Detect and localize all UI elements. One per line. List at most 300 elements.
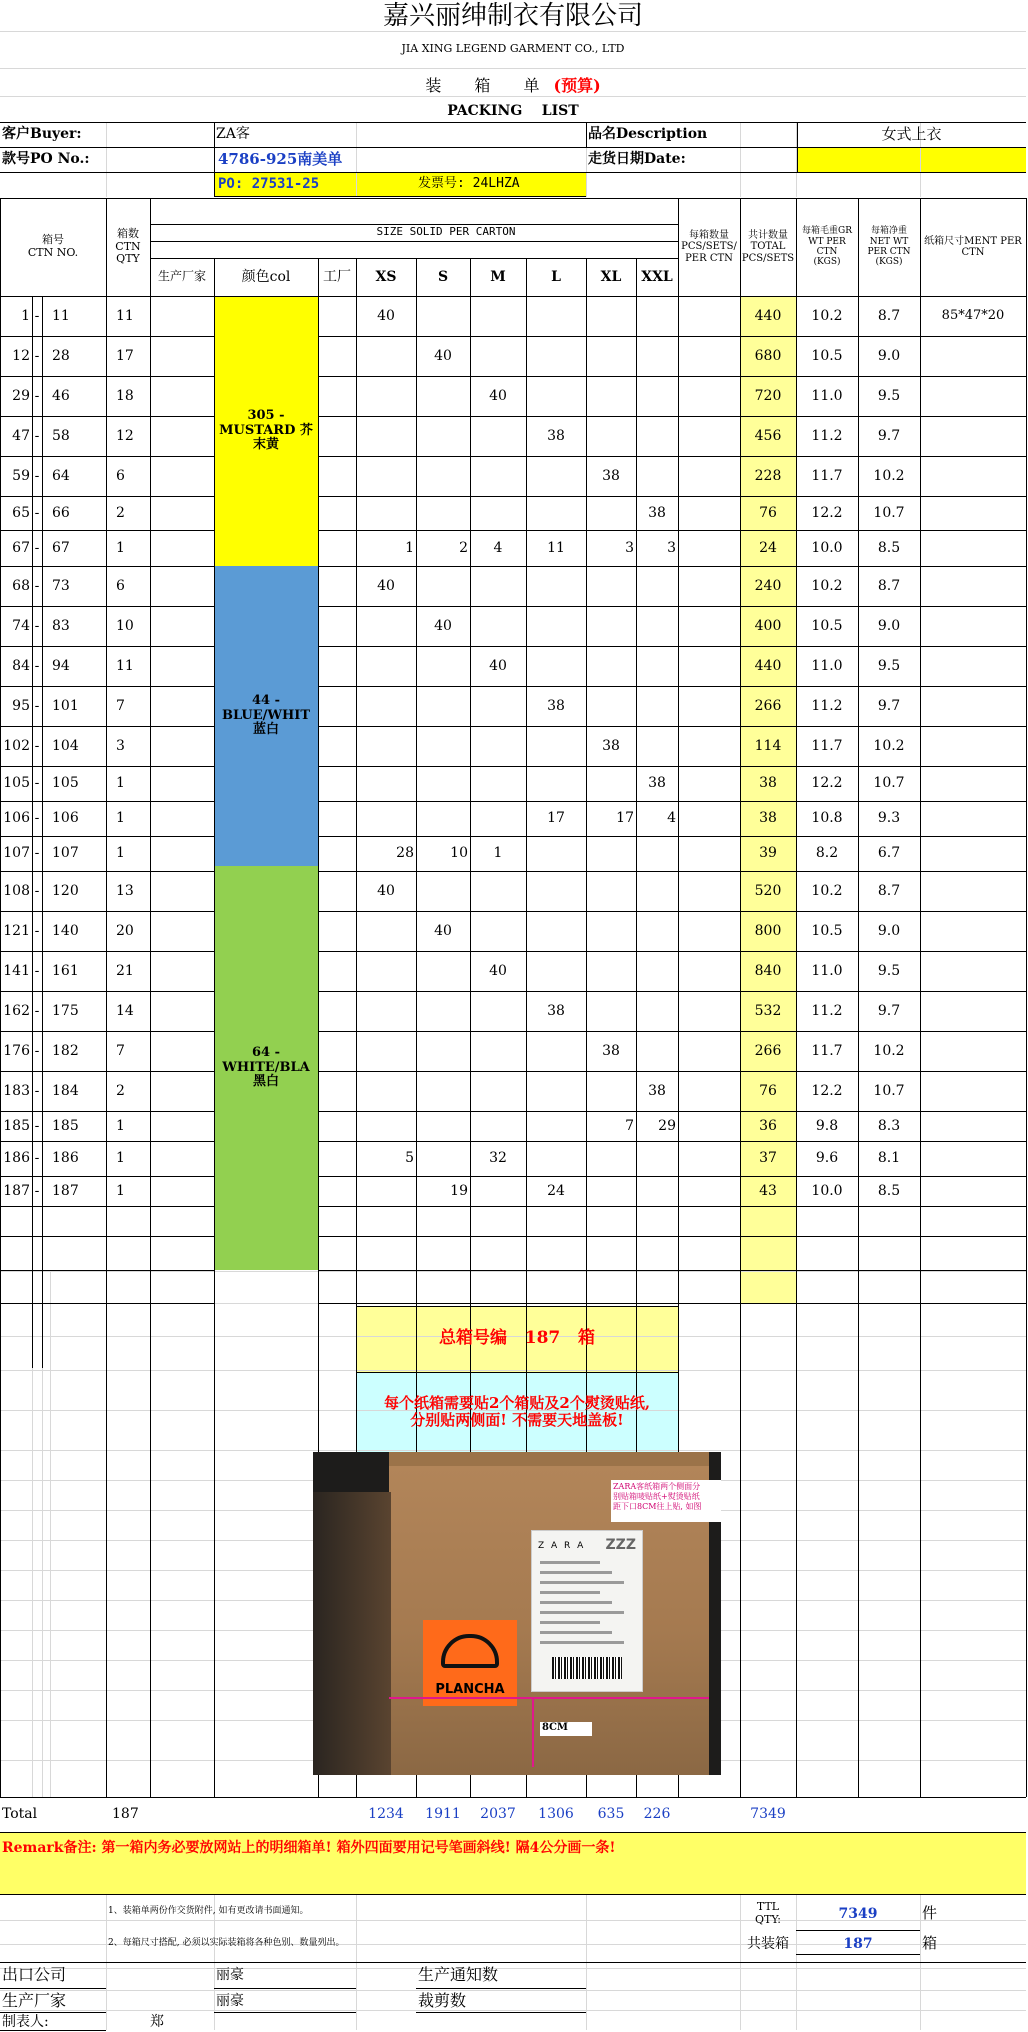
ctn-from: 74 [12,617,30,634]
measurement [920,951,1026,991]
size-qty-m [470,416,524,456]
ctn-qty: 10 [116,617,134,634]
size-qty-m [470,766,524,801]
measurement [920,871,1026,911]
size-qty-xl [586,1071,634,1111]
ctn-to: 94 [52,657,70,674]
ctn-to: 66 [52,504,70,521]
grid-line [0,68,1026,69]
gross-weight: 9.6 [815,1150,839,1167]
net-weight: 9.7 [877,1002,901,1019]
company-name-cn: 嘉兴丽绅制衣有限公司 [382,1,643,32]
measurement [920,1031,1026,1071]
measurement [920,991,1026,1031]
ctn-dash: - [34,882,40,899]
sticker-text: PLANCHA [435,1682,505,1697]
size-qty-xl [586,296,634,336]
measurement [920,726,1026,766]
size-qty-xxl [636,686,676,726]
size-qty-xs: 40 [377,307,395,324]
size-qty-s [416,416,468,456]
gross-weight: 12.2 [811,775,843,792]
ttl-qty-value: 7349 [838,1905,878,1922]
ctn-qty: 1 [116,1182,125,1199]
size-qty-l: 38 [547,697,565,714]
ctn-qty: 1 [116,539,125,556]
size-qty-xs: 40 [377,882,395,899]
ctn-to: 104 [52,737,79,754]
cut-quantity-label: 裁剪数 [418,1990,467,2010]
total-pcs: 37 [759,1150,777,1167]
border-line [1026,198,1027,1797]
size-qty-xl: 3 [625,539,634,556]
size-qty-s [416,1031,468,1071]
size-qty-l: 24 [547,1182,565,1199]
size-qty-m: 40 [489,387,507,404]
measurement [920,336,1026,376]
label-text-line [540,1591,600,1594]
size-qty-xs [356,376,414,416]
ctn-qty: 12 [116,427,134,444]
carton-notice: 每个纸箱需要贴2个箱贴及2个熨烫贴纸, 分别贴两侧面! 不需要天地盖板! [383,1393,651,1429]
shipping-label [531,1530,643,1692]
gross-weight: 10.2 [811,882,843,899]
ctn-qty: 17 [116,347,134,364]
gross-weight: 11.2 [811,427,843,444]
net-weight: 9.3 [877,810,901,827]
measurement [920,566,1026,606]
ctn-total-label: 共装箱 [747,1935,789,1952]
header-total-pcs: 共计数量 TOTAL PCS/SETS [741,229,795,264]
total-pcs: 800 [754,922,782,939]
total-pcs: 39 [759,845,777,862]
net-weight: 9.5 [877,387,901,404]
border-line [150,241,678,242]
ctn-qty: 1 [116,1117,125,1134]
buyer-label: 客户Buyer: [2,126,82,143]
border-line [318,1303,1026,1304]
net-weight: 9.0 [877,617,901,634]
header-size-s: S [437,268,449,285]
size-qty-l: 38 [547,1002,565,1019]
size-qty-xs [356,1176,414,1206]
size-qty-xs [356,1071,414,1111]
size-qty-s [416,686,468,726]
size-qty-m [470,456,524,496]
ctn-dash: - [34,1182,40,1199]
ctn-from: 59 [12,467,30,484]
size-qty-xl [586,416,634,456]
size-qty-m [470,1111,524,1141]
total-pcs: 720 [754,387,782,404]
measurement [920,1111,1026,1141]
size-qty-m [470,911,524,951]
measurement [920,530,1026,566]
size-qty-s [416,566,468,606]
ctn-to: 161 [52,962,79,979]
measurement [920,686,1026,726]
size-qty-m [470,991,524,1031]
ctn-dash: - [34,1042,40,1059]
size-qty-l: 17 [547,810,565,827]
net-weight: 10.2 [873,737,905,754]
size-qty-xxl [636,456,676,496]
ctn-dash: - [34,1002,40,1019]
header-size-xxl: XXL [641,268,673,285]
ctn-from: 65 [12,504,30,521]
measurement [920,646,1026,686]
measurement [920,1141,1026,1176]
size-qty-m [470,686,524,726]
remark: Remark备注: 第一箱内务必要放网站上的明细箱单! 箱外四面要用记号笔画斜线! 隔4公分画一条! [2,1839,616,1856]
plancha-sticker [423,1620,517,1706]
header-factory: 生产厂家 [157,269,206,284]
photo-note: ZARA客纸箱两个侧面分 别贴箱唛贴纸+熨烫贴纸 距下口8CM往上贴, 如图 [611,1480,721,1522]
maker-value: 丽豪 [216,1992,244,2009]
label-text-line [540,1631,612,1634]
title-en: PACKING LIST [447,102,579,119]
ctn-qty: 20 [116,922,134,939]
size-qty-xl: 7 [625,1117,634,1134]
size-qty-xxl: 38 [648,1082,666,1099]
header-size-solid: SIZE SOLID PER CARTON [376,225,516,239]
ctn-qty: 13 [116,882,134,899]
total-pcs: 440 [754,657,782,674]
date-highlight [797,147,1026,172]
size-qty-xs [356,336,414,376]
total-pcs: 240 [754,577,782,594]
net-weight: 8.1 [877,1150,901,1167]
size-qty-s [416,456,468,496]
measure-line [389,1697,709,1699]
size-qty-xs [356,801,414,836]
total-pcs: 38 [759,775,777,792]
measurement [920,911,1026,951]
gross-weight: 8.2 [815,845,839,862]
total-pcs: 76 [759,504,777,521]
ctn-dash: - [34,387,40,404]
size-qty-xxl: 29 [658,1117,676,1134]
ctn-to: 46 [52,387,70,404]
size-qty-xl [586,951,634,991]
ctn-dash: - [34,347,40,364]
header-gross-weight: 每箱毛重GR WT PER CTN (KGS) [802,226,852,268]
size-qty-s: 10 [450,845,468,862]
ctn-to: 58 [52,427,70,444]
size-qty-xxl [636,991,676,1031]
size-qty-l [526,566,584,606]
title-budget: (预算) [553,75,601,95]
size-qty-l [526,376,584,416]
ttl-qty-unit: 件 [922,1904,938,1923]
size-qty-xl [586,1176,634,1206]
size-qty-s: 40 [434,617,452,634]
ctn-from: 95 [12,697,30,714]
border-line [796,1954,920,1955]
size-qty-xl [586,336,634,376]
size-qty-l [526,1141,584,1176]
size-qty-s [416,1111,468,1141]
ctn-to: 106 [52,810,79,827]
gross-weight: 12.2 [811,1082,843,1099]
ctn-qty: 1 [116,775,125,792]
carton-left-side [313,1492,391,1775]
size-qty-m [470,296,524,336]
size-qty-xs [356,416,414,456]
measurement [920,376,1026,416]
company-name-en: JIA XING LEGEND GARMENT CO., LTD [401,41,625,55]
export-company-value: 丽豪 [216,1966,244,1983]
size-qty-xl [586,686,634,726]
size-qty-xxl [636,376,676,416]
size-qty-m [470,336,524,376]
net-weight: 9.5 [877,962,901,979]
ctn-qty: 3 [116,737,125,754]
ctn-to: 105 [52,775,79,792]
measurement: 85*47*20 [941,307,1005,323]
size-qty-s: 19 [450,1182,468,1199]
measurement [920,1071,1026,1111]
ctn-dash: - [34,775,40,792]
ctn-dash: - [34,657,40,674]
size-qty-l: 38 [547,427,565,444]
border-line [214,122,215,196]
header-ctn-no: 箱号 CTN NO. [27,233,79,259]
size-qty-s [416,951,468,991]
net-weight: 9.5 [877,657,901,674]
ctn-from: 12 [12,347,30,364]
ctn-dash: - [34,962,40,979]
size-qty-m: 4 [493,539,503,556]
header-size-xs: XS [375,268,397,285]
size-qty-xxl [636,951,676,991]
total-pcs: 440 [754,307,782,324]
ctn-from: 84 [12,657,30,674]
ttl-qty-label: TTL QTY: [755,1900,781,1926]
net-weight: 10.7 [873,775,905,792]
border-line [214,196,586,197]
ctn-qty: 7 [116,697,125,714]
ctn-from: 1 [21,307,30,324]
measurement [920,416,1026,456]
total-pcs: 680 [754,347,782,364]
size-qty-l [526,871,584,911]
measurement [920,836,1026,871]
size-qty-xxl [636,836,676,871]
ctn-qty: 14 [116,1002,134,1019]
description-label: 品名Description [588,126,708,143]
size-qty-xl [586,496,634,530]
ctn-qty: 6 [116,467,125,484]
size-qty-xl [586,646,634,686]
size-qty-l [526,606,584,646]
total-pcs: 266 [754,697,782,714]
ctn-qty: 1 [116,810,125,827]
ctn-qty: 1 [116,1150,125,1167]
size-qty-m [470,606,524,646]
ctn-from: 105 [3,775,30,792]
ctn-to: 107 [52,845,79,862]
header-pcs-per-ctn: 每箱数量 PCS/SETS/ PER CTN [681,229,737,264]
size-qty-xs [356,1031,414,1071]
total-pcs: 520 [754,882,782,899]
carton-photo [313,1452,721,1775]
size-qty-s [416,496,468,530]
net-weight: 8.7 [877,577,901,594]
size-qty-xxl: 4 [667,810,676,827]
document-title [0,74,1026,98]
size-qty-m: 40 [489,657,507,674]
total-pcs: 840 [754,962,782,979]
ctn-qty: 2 [116,1082,125,1099]
size-qty-xs [356,496,414,530]
ctn-qty: 6 [116,577,125,594]
gross-weight: 11.2 [811,697,843,714]
size-qty-s: 2 [459,539,468,556]
border-line [318,1206,1026,1207]
size-qty-m [470,496,524,530]
measure-arrow [532,1697,534,1767]
size-qty-xl [586,606,634,646]
ctn-from: 106 [3,810,30,827]
size-qty-xl [586,376,634,416]
size-qty-s [416,766,468,801]
ctn-qty: 21 [116,962,134,979]
grid-line [0,1271,1026,1272]
total-pcs: 43 [759,1182,777,1199]
size-qty-m [470,566,524,606]
ctn-qty: 7 [116,1042,125,1059]
size-qty-s [416,376,468,416]
ctn-qty: 18 [116,387,134,404]
description-value: 女式上衣 [881,124,942,143]
ctn-from: 102 [3,737,30,754]
ctn-dash: - [34,845,40,862]
ctn-to: 184 [52,1082,79,1099]
size-qty-xxl [636,296,676,336]
size-qty-l [526,951,584,991]
size-qty-xs [356,766,414,801]
measurement [920,496,1026,530]
size-qty-l [526,836,584,871]
label-text-line [540,1611,624,1614]
ctn-dash: - [34,504,40,521]
gross-weight: 11.7 [811,467,843,484]
ctn-dash: - [34,737,40,754]
maker-label: 生产厂家 [2,1990,67,2010]
measurement [920,801,1026,836]
size-qty-l: 11 [547,539,565,556]
size-qty-m [470,1176,524,1206]
ctn-qty: 11 [116,657,134,674]
size-qty-s [416,991,468,1031]
gross-weight: 11.0 [811,962,843,979]
size-qty-l [526,766,584,801]
ctn-to: 67 [52,539,70,556]
measurement [920,606,1026,646]
size-qty-l [526,726,584,766]
ctn-total-unit: 箱 [922,1934,938,1953]
header-ctn-qty: 箱数 CTN QTY [115,227,141,266]
invoice-number: 发票号: 24LHZA [418,175,520,191]
measurement [920,766,1026,801]
size-qty-xs [356,991,414,1031]
header-net-weight: 每箱净重 NET WT PER CTN (KGS) [867,226,911,268]
gross-weight: 11.0 [811,387,843,404]
gross-weight: 10.8 [811,810,843,827]
size-qty-m [470,726,524,766]
size-qty-l [526,1071,584,1111]
ctn-dash: - [34,617,40,634]
total-size-xl: 635 [597,1806,625,1823]
ctn-dash: - [34,1150,40,1167]
size-qty-xs: 5 [405,1150,414,1167]
size-qty-xl [586,1141,634,1176]
border-line [0,147,1026,148]
border-line [318,1236,1026,1237]
net-weight: 9.0 [877,922,901,939]
size-qty-xxl [636,1176,676,1206]
grid-line [106,122,107,197]
gross-weight: 10.0 [811,539,843,556]
ctn-dash: - [34,1082,40,1099]
total-pcs: 228 [754,467,782,484]
ctn-dash: - [34,810,40,827]
header-size-m: M [490,268,506,285]
size-qty-s: 40 [434,347,452,364]
size-qty-s [416,296,468,336]
ctn-to: 182 [52,1042,79,1059]
total-size-xxl: 226 [643,1806,671,1823]
size-qty-s: 40 [434,922,452,939]
size-qty-xl: 38 [602,467,620,484]
note-1: 1、装箱单两份作交货附件, 如有更改请书面通知。 [108,1905,309,1916]
ctn-from: 185 [3,1117,30,1134]
total-label: Total [2,1806,38,1823]
size-qty-xxl [636,1141,676,1176]
size-qty-xxl [636,646,676,686]
border-line [32,296,33,1368]
total-pcs: 36 [759,1117,777,1134]
ctn-to: 185 [52,1117,79,1134]
ctn-to: 11 [52,307,70,324]
size-qty-s [416,1141,468,1176]
size-qty-xxl: 3 [667,539,676,556]
size-qty-xxl: 38 [648,504,666,521]
color-group-label: 44 - BLUE/WHIT 蓝白 [221,692,311,738]
total-size-m: 2037 [480,1806,516,1823]
preparer-value: 郑 [150,2013,164,2030]
label-text-line [540,1621,600,1624]
ctn-to: 28 [52,347,70,364]
ctn-from: 107 [3,845,30,862]
label-text-line [540,1571,612,1574]
ctn-from: 68 [12,577,30,594]
net-weight: 10.7 [873,504,905,521]
net-weight: 10.2 [873,1042,905,1059]
ctn-from: 176 [3,1042,30,1059]
ctn-qty: 1 [116,845,125,862]
label-brand: Z A R A [538,1541,586,1551]
border-line [586,122,587,147]
ctn-from: 183 [3,1082,30,1099]
label-text-line [540,1601,612,1604]
ctn-dash: - [34,922,40,939]
gross-weight: 10.5 [811,922,843,939]
measurement [920,1176,1026,1206]
ctn-dash: - [34,467,40,484]
size-qty-s [416,646,468,686]
